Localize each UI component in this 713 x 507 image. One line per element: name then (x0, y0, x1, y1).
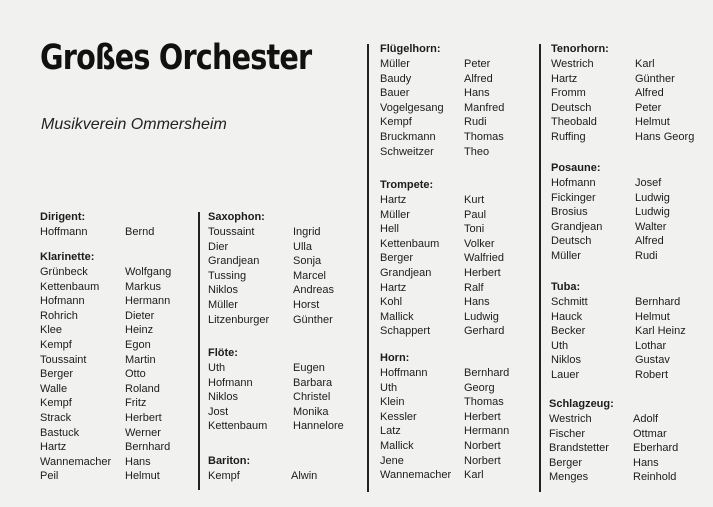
member-first-name: Paul (464, 208, 487, 221)
member-row (551, 353, 686, 368)
member-last-name: Westrich (551, 58, 594, 70)
member-last-name: Dier (208, 240, 229, 253)
member-first-name: Walter (635, 220, 667, 233)
member-row (380, 193, 504, 208)
member-first-name: Walfried (464, 252, 504, 265)
member-last-name: Hartz (380, 194, 407, 206)
member-first-name: Günther (293, 313, 333, 326)
section-heading: Flöte: (208, 347, 238, 359)
member-first-name: Bernhard (125, 441, 171, 454)
member-last-name: Schweitzer (380, 145, 434, 158)
column-divider-3 (539, 44, 541, 492)
member-last-name: Hofmann (551, 177, 596, 189)
member-first-name: Gerhard (464, 325, 505, 338)
section-fluegelhorn (380, 41, 504, 159)
member-row (549, 456, 678, 471)
member-first-name: Herbert (125, 411, 162, 424)
member-first-name: Wolfgang (125, 266, 172, 278)
member-row (208, 313, 334, 328)
member-row (551, 72, 694, 87)
section-heading: Tenorhorn: (551, 43, 609, 55)
section-klarinette (40, 249, 171, 484)
member-last-name: Theobald (551, 116, 597, 129)
member-first-name: Ludwig (635, 191, 670, 204)
member-row (208, 283, 334, 298)
member-row (551, 249, 670, 264)
member-last-name: Hartz (40, 441, 67, 454)
member-last-name: Menges (549, 471, 589, 484)
member-last-name: Hell (380, 223, 399, 236)
column-divider-2 (367, 44, 369, 492)
member-row (380, 251, 504, 266)
member-row (380, 208, 504, 223)
member-row (208, 361, 344, 376)
member-row (40, 353, 171, 368)
member-last-name: Wannemacher (40, 455, 112, 468)
member-last-name: Grandjean (208, 255, 260, 268)
member-row (380, 366, 509, 381)
member-last-name: Mallick (380, 439, 414, 452)
member-last-name: Niklos (208, 284, 238, 297)
member-first-name: Helmut (635, 310, 670, 323)
page-subtitle: Musikverein Ommersheim (41, 116, 227, 133)
member-first-name: Otto (125, 368, 146, 381)
member-last-name: Grandjean (380, 266, 432, 279)
section-heading: Schlagzeug: (549, 398, 614, 410)
member-last-name: Walle (40, 382, 68, 395)
member-last-name: Jost (208, 405, 229, 418)
member-last-name: Westrich (549, 413, 592, 425)
member-last-name: Brandstetter (549, 442, 609, 455)
member-row (208, 225, 334, 240)
member-row (380, 266, 504, 281)
member-first-name: Hannelore (293, 420, 344, 433)
section-heading: Bariton: (208, 455, 251, 467)
member-row (380, 295, 504, 310)
member-last-name: Berger (40, 368, 74, 381)
member-first-name: Bernd (125, 226, 155, 238)
member-last-name: Bauer (380, 87, 410, 100)
member-first-name: Thomas (464, 396, 504, 409)
member-first-name: Rudi (635, 249, 658, 262)
member-row (380, 115, 504, 130)
member-last-name: Lauer (551, 368, 580, 381)
member-first-name: Werner (125, 426, 161, 439)
member-first-name: Hans (633, 456, 659, 469)
member-row (380, 439, 509, 454)
member-first-name: Fritz (125, 397, 147, 410)
section-floete (208, 345, 344, 434)
member-last-name: Peil (40, 470, 59, 483)
section-saxophon (208, 209, 334, 327)
member-row (40, 265, 171, 280)
member-row (551, 234, 670, 249)
member-last-name: Klee (40, 324, 63, 337)
member-first-name: Dieter (125, 309, 155, 322)
member-row (40, 382, 171, 397)
member-row (40, 280, 171, 295)
member-last-name: Becker (551, 325, 586, 338)
member-last-name: Deutsch (551, 235, 592, 248)
member-row (551, 368, 686, 383)
member-first-name: Hans Georg (635, 130, 695, 143)
member-first-name: Horst (293, 298, 320, 311)
member-row (551, 176, 670, 191)
member-first-name: Herbert (464, 266, 501, 279)
member-row (40, 338, 171, 353)
member-last-name: Bruckmann (380, 130, 436, 143)
member-first-name: Kurt (464, 194, 485, 206)
member-last-name: Grandjean (551, 220, 603, 233)
member-first-name: Barbara (293, 376, 333, 389)
member-last-name: Kohl (380, 296, 403, 309)
member-last-name: Uth (380, 381, 398, 394)
member-first-name: Ludwig (635, 206, 670, 219)
member-row (380, 222, 504, 237)
member-first-name: Volker (464, 237, 495, 250)
member-last-name: Kettenbaum (380, 237, 440, 250)
member-row (380, 130, 504, 145)
member-last-name: Fischer (549, 427, 586, 440)
member-last-name: Hoffmann (40, 226, 88, 238)
member-first-name: Helmut (125, 470, 160, 483)
member-first-name: Norbert (464, 439, 501, 452)
member-first-name: Gustav (635, 354, 670, 367)
member-row (208, 240, 334, 255)
member-row (551, 339, 686, 354)
member-first-name: Hans (464, 87, 490, 100)
member-first-name: Christel (293, 391, 331, 404)
member-last-name: Kessler (380, 410, 417, 423)
member-first-name: Roland (125, 382, 160, 395)
member-first-name: Günther (635, 72, 675, 85)
member-first-name: Thomas (464, 130, 504, 143)
member-row (549, 470, 678, 485)
member-first-name: Heinz (125, 324, 154, 337)
member-row (40, 309, 171, 324)
member-row (40, 426, 171, 441)
member-row (208, 298, 334, 313)
section-horn (380, 350, 509, 483)
member-first-name: Manfred (464, 101, 505, 114)
member-last-name: Kempf (40, 397, 72, 410)
member-first-name: Josef (635, 177, 662, 189)
member-row (208, 405, 344, 420)
member-first-name: Marcel (293, 269, 327, 282)
section-heading: Klarinette: (40, 251, 95, 263)
member-last-name: Grünbeck (40, 266, 88, 278)
member-first-name: Theo (464, 145, 490, 158)
member-first-name: Ulla (293, 240, 312, 253)
member-row (40, 455, 171, 470)
member-last-name: Kettenbaum (40, 280, 100, 293)
member-first-name: Helmut (635, 116, 670, 129)
member-last-name: Hartz (551, 72, 578, 85)
section-heading: Trompete: (380, 179, 434, 191)
member-last-name: Latz (380, 425, 401, 438)
member-first-name: Bernhard (635, 296, 681, 308)
member-last-name: Baudy (380, 72, 412, 85)
member-last-name: Hofmann (208, 376, 253, 389)
section-dirigent (40, 209, 154, 240)
member-last-name: Hartz (380, 281, 407, 294)
section-posaune (551, 160, 670, 264)
member-row (380, 281, 504, 296)
member-first-name: Ottmar (633, 427, 667, 440)
section-tenorhorn (551, 41, 694, 145)
member-row (208, 419, 344, 434)
member-first-name: Eugen (293, 362, 325, 374)
member-first-name: Eberhard (633, 442, 679, 455)
member-first-name: Hans (125, 455, 151, 468)
member-last-name: Toussaint (208, 226, 255, 238)
member-last-name: Müller (208, 298, 238, 311)
member-last-name: Kempf (380, 116, 412, 129)
member-last-name: Mallick (380, 310, 414, 323)
member-row (549, 441, 678, 456)
member-last-name: Müller (380, 58, 410, 70)
member-last-name: Tussing (208, 269, 247, 282)
member-row (380, 57, 504, 72)
member-row (551, 130, 694, 145)
member-row (40, 225, 154, 240)
member-row (208, 269, 334, 284)
member-first-name: Karl (635, 58, 655, 70)
member-first-name: Alfred (464, 72, 493, 85)
member-first-name: Hermann (125, 295, 171, 308)
section-schlagzeug (549, 396, 678, 485)
member-row (380, 410, 509, 425)
member-first-name: Karl Heinz (635, 325, 686, 338)
section-heading: Tuba: (551, 281, 581, 293)
member-row (380, 72, 504, 87)
member-first-name: Hermann (464, 425, 510, 438)
member-row (208, 390, 344, 405)
member-last-name: Brosius (551, 206, 588, 219)
member-row (40, 323, 171, 338)
member-last-name: Niklos (208, 391, 238, 404)
member-first-name: Bernhard (464, 367, 510, 379)
section-bariton (208, 453, 317, 484)
member-first-name: Herbert (464, 410, 501, 423)
member-row (549, 412, 678, 427)
member-first-name: Peter (464, 58, 491, 70)
member-row (549, 427, 678, 442)
member-row (208, 254, 334, 269)
member-last-name: Jene (380, 454, 404, 467)
member-last-name: Rohrich (40, 309, 78, 322)
section-heading: Dirigent: (40, 211, 86, 223)
member-last-name: Litzenburger (208, 313, 270, 326)
member-first-name: Adolf (633, 413, 659, 425)
member-first-name: Alfred (635, 235, 664, 248)
member-row (551, 295, 686, 310)
member-first-name: Alfred (635, 87, 664, 100)
member-row (551, 57, 694, 72)
page-title: Großes Orchester (40, 38, 312, 78)
member-first-name: Alwin (291, 470, 318, 482)
member-row (380, 454, 509, 469)
member-last-name: Schappert (380, 325, 431, 338)
member-last-name: Wannemacher (380, 469, 452, 482)
member-last-name: Vogelgesang (380, 101, 444, 114)
member-last-name: Kempf (40, 338, 72, 351)
member-first-name: Toni (464, 223, 485, 236)
member-row (40, 396, 171, 411)
member-last-name: Kempf (208, 470, 240, 482)
member-last-name: Uth (208, 362, 226, 374)
member-first-name: Peter (635, 101, 662, 114)
member-first-name: Ludwig (464, 310, 499, 323)
member-row (40, 367, 171, 382)
member-row (551, 324, 686, 339)
member-last-name: Ruffing (551, 130, 586, 143)
member-row (551, 205, 670, 220)
section-heading: Flügelhorn: (380, 43, 441, 55)
member-last-name: Müller (551, 249, 581, 262)
member-first-name: Lothar (635, 339, 667, 352)
member-row (551, 101, 694, 116)
member-first-name: Robert (635, 368, 669, 381)
member-row (380, 424, 509, 439)
section-heading: Saxophon: (208, 211, 265, 223)
member-first-name: Sonja (293, 255, 322, 268)
section-heading: Posaune: (551, 162, 601, 174)
member-row (208, 376, 344, 391)
member-row (380, 468, 509, 483)
member-last-name: Klein (380, 396, 405, 409)
member-last-name: Deutsch (551, 101, 592, 114)
member-first-name: Ingrid (293, 226, 321, 238)
member-first-name: Egon (125, 338, 151, 351)
member-row (551, 115, 694, 130)
member-row (40, 469, 171, 484)
member-first-name: Monika (293, 405, 329, 418)
member-first-name: Reinhold (633, 471, 677, 484)
section-tuba (551, 279, 686, 383)
member-last-name: Niklos (551, 354, 581, 367)
member-first-name: Andreas (293, 284, 334, 297)
member-row (380, 145, 504, 160)
member-last-name: Berger (380, 252, 414, 265)
member-row (551, 86, 694, 101)
member-last-name: Hauck (551, 310, 583, 323)
member-last-name: Berger (549, 456, 583, 469)
member-first-name: Hans (464, 296, 490, 309)
member-last-name: Fickinger (551, 191, 596, 204)
member-last-name: Kettenbaum (208, 420, 268, 433)
member-row (380, 324, 504, 339)
member-row (380, 395, 509, 410)
member-row (380, 237, 504, 252)
member-row (40, 294, 171, 309)
member-last-name: Uth (551, 339, 569, 352)
member-row (551, 310, 686, 325)
member-row (380, 310, 504, 325)
member-row (380, 381, 509, 396)
member-first-name: Norbert (464, 454, 501, 467)
member-row (380, 101, 504, 116)
member-last-name: Schmitt (551, 296, 588, 308)
member-last-name: Hofmann (40, 295, 85, 308)
member-last-name: Strack (40, 411, 72, 424)
column-divider-1 (198, 212, 200, 490)
member-first-name: Ralf (464, 281, 484, 294)
member-first-name: Martin (125, 353, 156, 366)
member-first-name: Markus (125, 280, 162, 293)
section-trompete (380, 177, 504, 339)
member-last-name: Hoffmann (380, 367, 428, 379)
member-row (551, 191, 670, 206)
member-row (551, 220, 670, 235)
section-heading: Horn: (380, 352, 410, 364)
member-last-name: Müller (380, 208, 410, 221)
member-row (40, 411, 171, 426)
member-last-name: Fromm (551, 87, 586, 100)
member-row (208, 469, 317, 484)
member-last-name: Toussaint (40, 353, 87, 366)
member-row (380, 86, 504, 101)
member-first-name: Karl (464, 469, 484, 482)
member-last-name: Bastuck (40, 426, 80, 439)
member-first-name: Georg (464, 381, 495, 394)
member-first-name: Rudi (464, 116, 487, 129)
member-row (40, 440, 171, 455)
